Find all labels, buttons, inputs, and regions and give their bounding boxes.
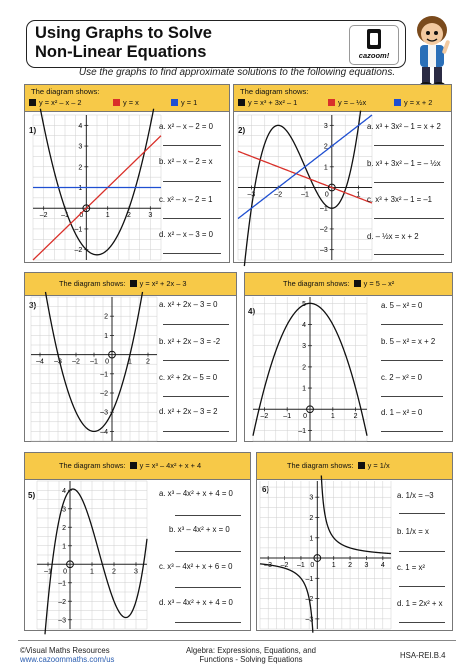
problem-panel-1 (24, 84, 230, 263)
x-tick-label: 2 (112, 568, 116, 576)
y-tick-label: 2 (62, 524, 66, 532)
x-tick-label: –1 (283, 413, 292, 421)
y-tick-label: 1 (104, 332, 108, 340)
graph-3 (31, 297, 157, 441)
origin-label: 0 (303, 413, 307, 421)
question: d. 1 = 2x² + x (397, 599, 443, 608)
y-tick-label: 1 (62, 543, 66, 551)
answer-line[interactable] (163, 431, 229, 432)
graph-1 (33, 115, 161, 260)
question: b. x³ + 3x² – 1 = – ½x (367, 159, 441, 168)
question: a. x² – x – 2 = 0 (159, 122, 213, 131)
worksheet-header (26, 20, 406, 68)
answer-line[interactable] (175, 551, 241, 552)
answer-line[interactable] (399, 513, 445, 514)
problem-number: 4) (248, 307, 256, 316)
question: b. x² – x – 2 = x (159, 157, 213, 166)
answer-line[interactable] (399, 622, 445, 623)
legend-item: y = 1 (171, 98, 197, 107)
x-tick-label: 3 (364, 562, 369, 570)
question: d. 1 – x² = 0 (381, 408, 423, 417)
problem-banner (25, 453, 250, 480)
problem-panel-5 (24, 452, 251, 631)
origin-label: 0 (324, 191, 329, 199)
curve-cubic (244, 111, 360, 266)
y-tick-label: –2 (100, 390, 108, 398)
x-tick-label: –1 (61, 212, 69, 220)
x-tick-label: 2 (146, 358, 150, 366)
y-tick-label: –1 (100, 371, 108, 379)
y-tick-label: 2 (323, 143, 328, 151)
problem-number: 3) (29, 301, 37, 310)
y-tick-label: 2 (309, 514, 314, 522)
x-tick-label: –1 (301, 191, 309, 199)
y-tick-label: 3 (62, 506, 66, 514)
question: d. x³ – 4x² + x + 4 = 0 (159, 598, 233, 607)
problem-panel-6 (256, 452, 453, 631)
question: b. x² + 2x – 3 = -2 (159, 337, 221, 346)
problem-number: 2) (238, 126, 246, 135)
y-tick-label: 4 (78, 122, 83, 130)
answer-line[interactable] (163, 145, 221, 146)
y-tick-label: 3 (309, 494, 314, 502)
curve-cubic (45, 489, 147, 634)
cazoom-logo: cazoom! (349, 25, 399, 65)
y-tick-label: 2 (78, 164, 83, 172)
problem-banner (257, 453, 452, 480)
question: a. 5 – x² = 0 (381, 301, 423, 310)
footer-topic: Algebra: Expressions, Equations, and Functions - Solving Equations (185, 646, 317, 664)
y-tick-label: 5 (302, 300, 306, 308)
problem-banner: The diagram shows: y = x³ + 3x² – 1 y = – ½x y = x + 2 (234, 85, 451, 112)
logo-icon (367, 29, 381, 49)
question: c. x² + 2x – 5 = 0 (159, 373, 218, 382)
answer-line[interactable] (163, 181, 221, 182)
answer-line[interactable] (175, 587, 241, 588)
problem-number: 5) (28, 491, 36, 500)
problem-panel-2 (233, 84, 452, 263)
question: b. x³ – 4x² + x = 0 (169, 525, 230, 534)
question: a. x³ – 4x² + x + 4 = 0 (159, 489, 233, 498)
answer-line[interactable] (374, 145, 444, 146)
y-tick-label: –1 (58, 580, 66, 588)
legend-item: The diagram shows: y = 5 – x² (283, 279, 395, 288)
x-tick-label: 3 (148, 212, 153, 220)
graph-5 (37, 481, 147, 629)
x-tick-label: –1 (90, 358, 98, 366)
question: c. 2 – x² = 0 (381, 373, 422, 382)
x-tick-label: 1 (330, 413, 335, 421)
x-tick-label: –2 (72, 358, 80, 366)
legend-item: The diagram shows: y = x² + 2x – 3 (59, 279, 187, 288)
y-tick-label: –3 (305, 616, 314, 624)
answer-line[interactable] (399, 551, 445, 552)
question: c. 1 = x² (397, 563, 425, 572)
x-tick-label: –1 (44, 568, 52, 576)
x-tick-label: –2 (260, 413, 269, 421)
question: c. x³ – 4x² + x + 6 = 0 (159, 562, 233, 571)
origin-label: 0 (63, 568, 67, 576)
problem-banner (25, 273, 236, 296)
origin-label: 0 (310, 562, 315, 570)
y-tick-label: –1 (305, 575, 314, 583)
question: c. x² – x – 2 = 1 (159, 195, 213, 204)
answer-line[interactable] (374, 182, 444, 183)
legend-item: The diagram shows: y = 1/x (287, 461, 390, 470)
y-tick-label: –1 (74, 226, 83, 234)
graph-6 (260, 481, 391, 629)
question: b. 5 – x² = x + 2 (381, 337, 436, 346)
x-tick-label: –1 (297, 562, 305, 570)
y-tick-label: 3 (323, 122, 328, 130)
y-tick-label: 1 (309, 535, 314, 543)
legend-item: y = – ½x (328, 98, 366, 107)
y-tick-label: 1 (323, 164, 328, 172)
x-tick-label: 4 (380, 562, 385, 570)
question: a. 1/x = –3 (397, 491, 434, 500)
x-tick-label: 2 (348, 562, 353, 570)
question: d. – ½x = x + 2 (367, 232, 419, 241)
y-tick-label: –1 (298, 427, 306, 435)
y-tick-label: –2 (58, 598, 66, 606)
footer-left: ©Visual Maths Resources www.cazoommaths.com/us (20, 646, 115, 664)
answer-line[interactable] (163, 253, 221, 254)
y-tick-label: 4 (302, 322, 306, 330)
problem-panel-3 (24, 272, 237, 442)
legend-item: y = x³ + 3x² – 1 (238, 98, 297, 107)
question: c. x³ + 3x² – 1 = –1 (367, 195, 433, 204)
graph-4 (253, 297, 367, 441)
x-tick-label: –2 (274, 191, 283, 199)
y-tick-label: 1 (302, 385, 306, 393)
legend-item: y = x (113, 98, 139, 107)
question: d. x² + 2x – 3 = 2 (159, 407, 218, 416)
y-tick-label: –2 (305, 596, 314, 604)
problem-banner: The diagram shows: y = x² – x – 2 y = x y = 1 (25, 85, 229, 112)
x-tick-label: 1 (105, 212, 110, 220)
x-tick-label: 1 (356, 191, 361, 199)
legend-item: y = x² – x – 2 (29, 98, 82, 107)
legend-item: The diagram shows: y = x³ – 4x² + x + 4 (59, 461, 202, 470)
problem-number: 6) (262, 485, 270, 494)
y-tick-label: 1 (78, 185, 83, 192)
answer-line[interactable] (381, 431, 443, 432)
instructions: Use the graphs to find approximate solutions to the following equations. (78, 67, 396, 78)
x-tick-label: 1 (128, 358, 132, 366)
y-tick-label: 2 (302, 364, 306, 372)
x-tick-label: –3 (54, 358, 62, 366)
boy-mascot-icon (406, 12, 458, 90)
x-tick-label: 2 (353, 413, 358, 421)
y-tick-label: –2 (320, 226, 328, 234)
x-tick-label: 2 (127, 212, 131, 220)
x-tick-label: –3 (247, 191, 256, 199)
problem-panel-4 (244, 272, 453, 442)
y-tick-label: 3 (78, 143, 83, 151)
answer-line[interactable] (374, 254, 444, 255)
x-tick-label: 1 (90, 568, 94, 576)
answer-line[interactable] (399, 586, 445, 587)
answer-line[interactable] (381, 324, 443, 325)
y-tick-label: 4 (62, 487, 66, 495)
answer-line[interactable] (381, 360, 443, 361)
graph-2 (238, 115, 372, 260)
answer-line[interactable] (163, 396, 229, 397)
question: a. x² + 2x – 3 = 0 (159, 300, 218, 309)
answer-line[interactable] (163, 218, 221, 219)
problem-number: 1) (29, 126, 37, 135)
footer-divider (18, 640, 456, 641)
y-tick-label: –4 (100, 428, 108, 436)
origin-label: 0 (79, 212, 84, 220)
y-tick-label: –3 (58, 617, 66, 625)
x-tick-label: –2 (280, 562, 289, 570)
answer-line[interactable] (381, 396, 443, 397)
answer-line[interactable] (163, 324, 229, 325)
x-tick-label: 1 (331, 562, 336, 570)
standard-code: HSA-REI.B.4 (400, 651, 446, 660)
answer-line[interactable] (163, 360, 229, 361)
y-tick-label: –3 (320, 247, 328, 255)
answer-line[interactable] (175, 622, 241, 623)
website-link[interactable]: www.cazoommaths.com/us (20, 655, 115, 664)
question: d. x² – x – 3 = 0 (159, 230, 213, 239)
y-tick-label: –2 (74, 247, 83, 255)
legend-item: y = x + 2 (394, 98, 432, 107)
worksheet-title: Using Graphs to Solve Non-Linear Equations (35, 24, 212, 61)
y-tick-label: 3 (302, 343, 306, 351)
question: b. 1/x = x (397, 527, 429, 536)
x-tick-label: –2 (39, 212, 48, 220)
y-tick-label: 2 (104, 313, 108, 321)
origin-label: 0 (105, 358, 109, 366)
question: a. x³ + 3x² – 1 = x + 2 (367, 122, 441, 131)
answer-line[interactable] (374, 218, 444, 219)
answer-line[interactable] (175, 515, 241, 516)
x-tick-label: 3 (134, 568, 138, 576)
x-tick-label: –3 (264, 562, 273, 570)
y-tick-label: –3 (100, 409, 108, 417)
problem-banner (245, 273, 452, 296)
x-tick-label: –4 (36, 358, 44, 366)
y-tick-label: –1 (320, 205, 328, 213)
